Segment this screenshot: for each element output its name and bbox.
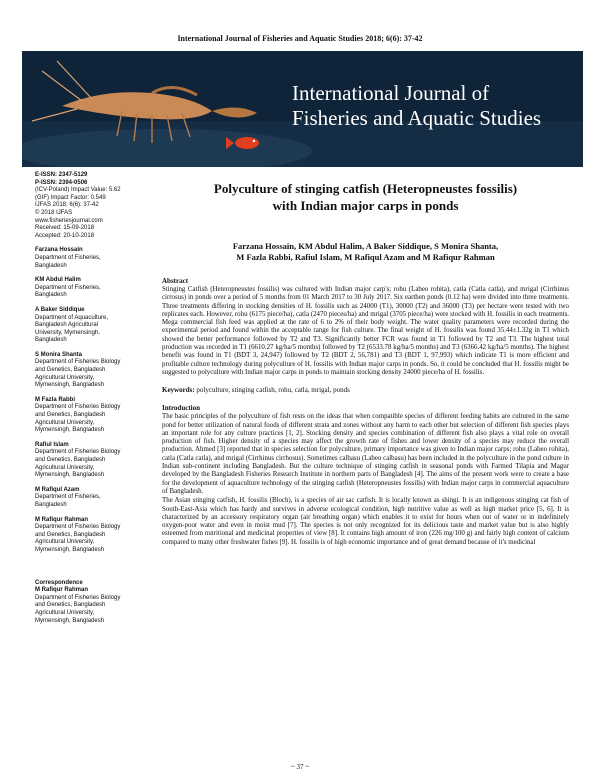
page-number: ~ 37 ~ — [290, 763, 310, 771]
sidebar-author-name: A Baker Siddique — [35, 306, 85, 313]
author-list-line2: M Fazla Rabbi, Rafiul Islam, M Rafiqul Azam and M Rafiqur Rahman — [236, 252, 495, 262]
sidebar-author-affiliation: Department of Fisheries Biology — [35, 359, 121, 366]
sidebar-author-affiliation: University, Mymensingh, — [35, 329, 100, 336]
introduction-paragraph-2: The Asian stinging catfish, H. fossilis (Bloch), is a species of air sac catfish. It is locally known as shingi. It is an indigenous stinging cat fish of South-East-Asia which has hardy and survives in adverse ecological condition, high nutritive value as well as high market price [5, 6]. It is characterized by an accessory respiratory organ (air breathing organ) which enables it to exist for hours when out of water or in indefinitely oxygen-poor water and even in moist mud [7]. The species is not only recognized for its delicious taste and market value but is also highly esteemed from nutritional and medicinal properties of view [8]. It contains high amount of iron (226 mg/100 g) and fairly high content of calcium compared to many other freshwater fishes [9]. H. fossilis is of high economic importance and of great demand because of it's medicinal — [162, 497, 569, 546]
banner-title — [292, 81, 541, 131]
keywords-label: Keywords: — [162, 386, 195, 395]
sidebar-author-name: S Monira Shanta — [35, 351, 83, 358]
correspondence-line: Mymensingh, Bangladesh — [35, 617, 105, 624]
correspondence-line: and Genetics, Bangladesh — [35, 602, 106, 609]
paper-title-line1: Polyculture of stinging catfish (Heteropneustes fossilis) — [213, 181, 518, 196]
correspondence-name: M Rafiqur Rahman — [35, 587, 89, 594]
journal-banner — [22, 51, 583, 167]
sidebar-author-affiliation: Bangladesh — [35, 262, 67, 269]
sidebar-author-affiliation: Bangladesh — [35, 337, 67, 344]
sidebar-author-affiliation: Department of Fisheries Biology — [35, 404, 121, 411]
sidebar-meta-line: Received: 15-09-2018 — [35, 225, 95, 232]
correspondence-title: Correspondence — [35, 579, 83, 586]
correspondence-line: Agricultural University, — [35, 609, 95, 616]
sidebar-author-block — [35, 247, 155, 270]
paper-title-line2: with Indian major carps in ponds — [272, 198, 459, 213]
journal-header: International Journal of Fisheries and Aquatic Studies 2018; 6(6): 37-42 — [177, 34, 423, 43]
banner-title-line1: International Journal of — [292, 81, 490, 105]
sidebar-author-affiliation: Bangladesh Agricultural — [35, 322, 99, 329]
correspondence-line: Department of Fisheries Biology — [35, 594, 121, 601]
abstract-text: Stinging Catfish (Heteropneustes fossilis) was cultured with Indian major carp's; rohu (Labeo rohita), catla (Catla catla), and mrigal (Cirrhinus cirrosus) in ponds over a period of 5 months from 01 March 2017 to 30 July 2017. Six earthen ponds (0.12 ha) were divided into three treatments. Three treatments differing in stocking densities of H. fossilis such as 24000 (T1), 30000 (T2) and 36000 (T3) per hectare were tested with two replicates each. However, rohu (6175 piece/ha), catla (2470 pieces/ha) and mrigal (3705 piece/ha) were stocked with H. fossilis in each treatments. Mega commercial fish feed was applied at the rate of 6 to 2% of their body weight. The water quality parameters were recorded during the experimental period and found within the acceptable range for fish culture. The final weight of H. fossilis was found 35.44±1.32g in T1 which showed the better performance followed by T2 and T3. Significantly better FCR was found in T1 followed by T2 and T3. The highest total production was recorded in T1 (6610.27 kg/ha/5 months) followed by T2 (6533.78 kg/ha/5 months) and T3 (6366.42 kg/ha/5 months). The highest benefit was found in T1 (BDT 3, 24,947) followed by T2 (BDT 2, 56,781) and T3 (BDT 1, 97,993) which indicate T1 is more efficient and profitable culture technology during polyculture of H. fossilis with Indian major carps in ponds. So, it could be concluded that H. fossilis might be suggested to polyculture with Indian major carps in ponds to maintain stocking density 24000 piece/ha of H. fossilis. — [162, 286, 569, 376]
abstract-heading: Abstract — [162, 277, 189, 285]
sidebar-author-block — [35, 442, 155, 480]
sidebar-author-affiliation: Bangladesh — [35, 292, 67, 299]
keywords — [162, 386, 569, 394]
sidebar-author-block — [35, 307, 155, 345]
keywords-list: polyculture, stinging catfish, rohu, catla, mrigal, ponds — [196, 386, 350, 395]
paper-title — [162, 180, 569, 214]
sidebar-author-name: Farzana Hossain — [35, 247, 83, 254]
sidebar-author-name: M Rafiqul Azam — [35, 486, 80, 493]
sidebar-author-block — [35, 517, 155, 555]
introduction-paragraph-1: The basic principles of the polyculture of fish rests on the ideas that when compatible species of different feeding habits are cultured in the same pond for better utilization of natural foods of different strata and zones without any harm to each other but selection of different fish species plays an important role for any culture practices [1, 2]. Stocking density and species combination of different fish also plays a vital role on overall production of fish. Higher density of a species may affect the growth rate of fishes and lower density of a species may reduce the overall production. Ahmed [3] reported that in species selection for polyculture, primary importance was given to Indian major carps; rohu (Labeo rohita), catla (Catla catla), and mrigal (Cirrhinus cirrhosus). Sometimes calbasu (Labeo calbasu) has been included in the polyculture in the pond culture in Indian sub-continent including Bangladesh. But the culture technique of stinging catfish in seasonal ponds with Farmed Tilapia and Magur developed by the Bangladesh Fisheries Research Institute in northern parts of Bangladesh [4]. The aims of the present work were to create a base for the development of aquaculture technology of the stinging catfish (Heteropneustes fossilis) with Indian major carps in commercial aquaculture of Bangladesh. — [162, 413, 569, 495]
sidebar-author-affiliation: Mymensingh, Bangladesh — [35, 546, 105, 553]
sidebar-author-affiliation: and Genetics, Bangladesh — [35, 367, 106, 374]
sidebar-meta — [35, 172, 155, 240]
author-list — [162, 241, 569, 263]
sidebar-author-affiliation: Department of Fisheries, — [35, 494, 101, 501]
author-list-line1: Farzana Hossain, KM Abdul Halim, A Baker Siddique, S Monira Shanta, — [232, 241, 499, 251]
sidebar-author-block — [35, 277, 155, 300]
sidebar-meta-line: © 2018 IJFAS — [35, 209, 73, 216]
sidebar-meta-line: IJFAS 2018; 6(6): 37-42 — [35, 202, 99, 209]
sidebar-author-block — [35, 352, 155, 390]
sidebar-author-affiliation: Agricultural University, — [35, 374, 95, 381]
sidebar-meta-line: (GIF) Impact Factor: 0.549 — [35, 194, 106, 201]
sidebar-author-name: Rafiul Islam — [35, 441, 69, 448]
correspondence-block — [35, 587, 155, 625]
banner-title-line2: Fisheries and Aquatic Studies — [292, 106, 542, 130]
sidebar-author-affiliation: Department of Fisheries, — [35, 284, 101, 291]
sidebar-author-affiliation: Department of Fisheries, — [35, 254, 101, 261]
sidebar-author-affiliation: Mymensingh, Bangladesh — [35, 382, 105, 389]
sidebar-author-name: KM Abdul Halim — [35, 277, 81, 284]
sidebar-author-affiliation: and Genetics, Bangladesh — [35, 531, 106, 538]
sidebar-author-affiliation: Agricultural University, — [35, 419, 95, 426]
sidebar-meta-line: P-ISSN: 2394-0506 — [35, 179, 88, 186]
sidebar-author-block — [35, 397, 155, 435]
sidebar-author-affiliation: Mymensingh, Bangladesh — [35, 472, 105, 479]
introduction-heading: Introduction — [162, 404, 200, 413]
sidebar-authors — [35, 247, 155, 554]
sidebar-author-affiliation: and Genetics, Bangladesh — [35, 412, 106, 419]
sidebar-author-affiliation: Department of Aquaculture, — [35, 314, 109, 321]
sidebar-author-affiliation: Agricultural University, — [35, 464, 95, 471]
sidebar-author-affiliation: Agricultural University, — [35, 539, 95, 546]
sidebar-meta-line: E-ISSN: 2347-5129 — [35, 172, 88, 178]
sidebar-author-affiliation: and Genetics, Bangladesh — [35, 457, 106, 463]
sidebar-author-affiliation: Department of Fisheries Biology — [35, 449, 121, 456]
sidebar-author-affiliation: Mymensingh, Bangladesh — [35, 427, 105, 434]
sidebar-author-affiliation: Bangladesh — [35, 501, 67, 508]
sidebar-author-block — [35, 487, 155, 510]
main-content — [162, 180, 569, 547]
sidebar-author-name: M Fazla Rabbi — [35, 396, 76, 403]
sidebar — [35, 172, 155, 625]
sidebar-meta-line: www.fisheriesjournal.com — [35, 217, 103, 224]
sidebar-author-name: M Rafiqur Rahman — [35, 516, 89, 523]
sidebar-author-affiliation: Department of Fisheries Biology — [35, 524, 121, 531]
sidebar-meta-line: (ICV-Poland) Impact Value: 5.62 — [35, 187, 121, 194]
sidebar-meta-line: Accepted: 20-10-2018 — [35, 232, 95, 239]
